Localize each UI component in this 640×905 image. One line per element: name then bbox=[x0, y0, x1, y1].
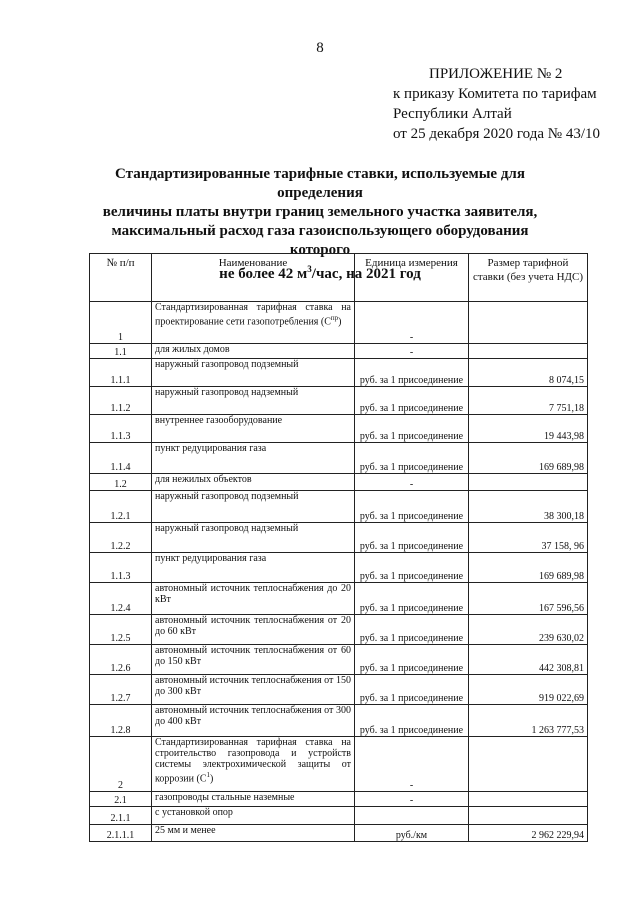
row-number: 1.1 bbox=[90, 344, 152, 359]
appendix-line-1: к приказу Комитета по тарифам bbox=[393, 86, 597, 102]
row-unit bbox=[355, 807, 469, 825]
table-row bbox=[90, 807, 588, 825]
row-value: 8 074,15 bbox=[469, 359, 588, 387]
row-number: 2.1.1 bbox=[90, 807, 152, 825]
row-value: 169 689,98 bbox=[469, 443, 588, 474]
row-value bbox=[469, 737, 588, 792]
row-name: Стандартизированная тарифная ставка на строительство газопровода и устройств системы электрохимической защиты от коррозии $(С^1)$ bbox=[152, 737, 355, 792]
table-row bbox=[90, 583, 588, 615]
table-row bbox=[90, 553, 588, 583]
table-row bbox=[90, 615, 588, 645]
row-value: 919 022,69 bbox=[469, 675, 588, 705]
row-unit: - bbox=[355, 474, 469, 491]
row-value: 38 300,18 bbox=[469, 491, 588, 523]
row-value bbox=[469, 807, 588, 825]
table-row bbox=[90, 474, 588, 491]
row-unit: руб. за 1 присоединение bbox=[355, 645, 469, 675]
row-name: автономный источник теплоснабжения от 150 до 300 кВт bbox=[152, 675, 355, 705]
row-number: 1.1.3 bbox=[90, 553, 152, 583]
row-value: 19 443,98 bbox=[469, 415, 588, 443]
row-number: 1.2.6 bbox=[90, 645, 152, 675]
row-name: автономный источник теплоснабжения от 20 до 60 кВт bbox=[152, 615, 355, 645]
row-unit: руб. за 1 присоединение bbox=[355, 359, 469, 387]
row-unit: руб. за 1 присоединение bbox=[355, 583, 469, 615]
row-name: с установкой опор bbox=[152, 807, 355, 825]
table-row bbox=[90, 387, 588, 415]
row-name: пункт редуцирования газа bbox=[152, 553, 355, 583]
row-unit: руб. за 1 присоединение bbox=[355, 491, 469, 523]
row-name: газопроводы стальные наземные bbox=[152, 792, 355, 807]
row-unit: руб. за 1 присоединение bbox=[355, 523, 469, 553]
page-number: 8 bbox=[316, 40, 324, 56]
row-name: автономный источник теплоснабжения от 60 до 150 кВт bbox=[152, 645, 355, 675]
appendix-header bbox=[393, 64, 600, 144]
row-value bbox=[469, 302, 588, 344]
row-number: 1.2.5 bbox=[90, 615, 152, 645]
row-number: 1.1.3 bbox=[90, 415, 152, 443]
row-value: 1 263 777,53 bbox=[469, 705, 588, 737]
row-unit: руб. за 1 присоединение bbox=[355, 615, 469, 645]
table-row bbox=[90, 523, 588, 553]
row-number: 2.1 bbox=[90, 792, 152, 807]
appendix-line-3: от 25 декабря 2020 года № 43/10 bbox=[393, 126, 601, 142]
row-name: автономный источник теплоснабжения до 20 кВт bbox=[152, 583, 355, 615]
row-number: 1.1.1 bbox=[90, 359, 152, 387]
row-name: наружный газопровод подземный bbox=[152, 491, 355, 523]
row-number: 1.2.7 bbox=[90, 675, 152, 705]
table-row bbox=[90, 675, 588, 705]
table-row bbox=[90, 705, 588, 737]
row-number: 2.1.1.1 bbox=[90, 825, 152, 842]
row-name: наружный газопровод надземный bbox=[152, 387, 355, 415]
row-value bbox=[469, 474, 588, 491]
table-row bbox=[90, 792, 588, 807]
row-number: 2 bbox=[90, 737, 152, 792]
row-number: 1.1.2 bbox=[90, 387, 152, 415]
header-name: Наименование bbox=[152, 254, 355, 302]
table-row bbox=[90, 302, 588, 344]
table-header-row bbox=[90, 254, 588, 302]
row-unit: - bbox=[355, 344, 469, 359]
table-row bbox=[90, 491, 588, 523]
tariff-table bbox=[89, 253, 588, 842]
row-name: для жилых домов bbox=[152, 344, 355, 359]
table-row bbox=[90, 359, 588, 387]
row-unit: руб./км bbox=[355, 825, 469, 842]
title-line-4-end: /час, на 2021 год bbox=[311, 266, 421, 282]
row-unit: руб. за 1 присоединение bbox=[355, 675, 469, 705]
row-name: для нежилых объектов bbox=[152, 474, 355, 491]
row-name: внутреннее газооборудование bbox=[152, 415, 355, 443]
row-value bbox=[469, 792, 588, 807]
title-line-1: Стандартизированные тарифные ставки, используемые для определения bbox=[115, 166, 525, 201]
title-line-4-start: не более 42 м bbox=[219, 266, 308, 282]
table-row bbox=[90, 415, 588, 443]
row-number: 1 bbox=[90, 302, 152, 344]
row-value bbox=[469, 344, 588, 359]
row-unit: - bbox=[355, 302, 469, 344]
row-unit: руб. за 1 присоединение bbox=[355, 705, 469, 737]
row-number: 1.2.8 bbox=[90, 705, 152, 737]
row-value: 167 596,56 bbox=[469, 583, 588, 615]
table-row bbox=[90, 737, 588, 792]
row-unit: руб. за 1 присоединение bbox=[355, 443, 469, 474]
row-number: 1.2.2 bbox=[90, 523, 152, 553]
row-number: 1.2.4 bbox=[90, 583, 152, 615]
table-row bbox=[90, 344, 588, 359]
row-value: 169 689,98 bbox=[469, 553, 588, 583]
table-row bbox=[90, 825, 588, 842]
title-line-3: максимальный расход газа газоиспользующего оборудования которого bbox=[111, 223, 529, 258]
row-unit: - bbox=[355, 737, 469, 792]
row-unit: руб. за 1 присоединение bbox=[355, 387, 469, 415]
row-value: 2 962 229,94 bbox=[469, 825, 588, 842]
table-row bbox=[90, 645, 588, 675]
row-name: наружный газопровод подземный bbox=[152, 359, 355, 387]
row-name: наружный газопровод надземный bbox=[152, 523, 355, 553]
row-name: пункт редуцирования газа bbox=[152, 443, 355, 474]
row-name: 25 мм и менее bbox=[152, 825, 355, 842]
header-number: № п/п bbox=[90, 254, 152, 302]
row-number: 1.1.4 bbox=[90, 443, 152, 474]
row-value: 7 751,18 bbox=[469, 387, 588, 415]
row-unit: руб. за 1 присоединение bbox=[355, 415, 469, 443]
table-body bbox=[90, 302, 588, 842]
row-number: 1.2 bbox=[90, 474, 152, 491]
row-name: Стандартизированная тарифная ставка на проектирование сети газопотребления $(С^{пр})$ bbox=[152, 302, 355, 344]
row-value: 239 630,02 bbox=[469, 615, 588, 645]
row-value: 37 158, 96 bbox=[469, 523, 588, 553]
table-row bbox=[90, 443, 588, 474]
row-number: 1.2.1 bbox=[90, 491, 152, 523]
row-name: автономный источник теплоснабжения от 300 до 400 кВт bbox=[152, 705, 355, 737]
header-unit: Единица измерения bbox=[355, 254, 469, 302]
header-rate: Размер тарифной ставки (без учета НДС) bbox=[469, 254, 588, 302]
title-superscript: 3 bbox=[307, 264, 312, 274]
appendix-line-2: Республики Алтай bbox=[393, 106, 512, 122]
row-value: 442 308,81 bbox=[469, 645, 588, 675]
row-unit: руб. за 1 присоединение bbox=[355, 553, 469, 583]
row-unit: - bbox=[355, 792, 469, 807]
appendix-title: ПРИЛОЖЕНИЕ № 2 bbox=[429, 66, 563, 82]
title-line-2: величины платы внутри границ земельного участка заявителя, bbox=[102, 204, 538, 220]
